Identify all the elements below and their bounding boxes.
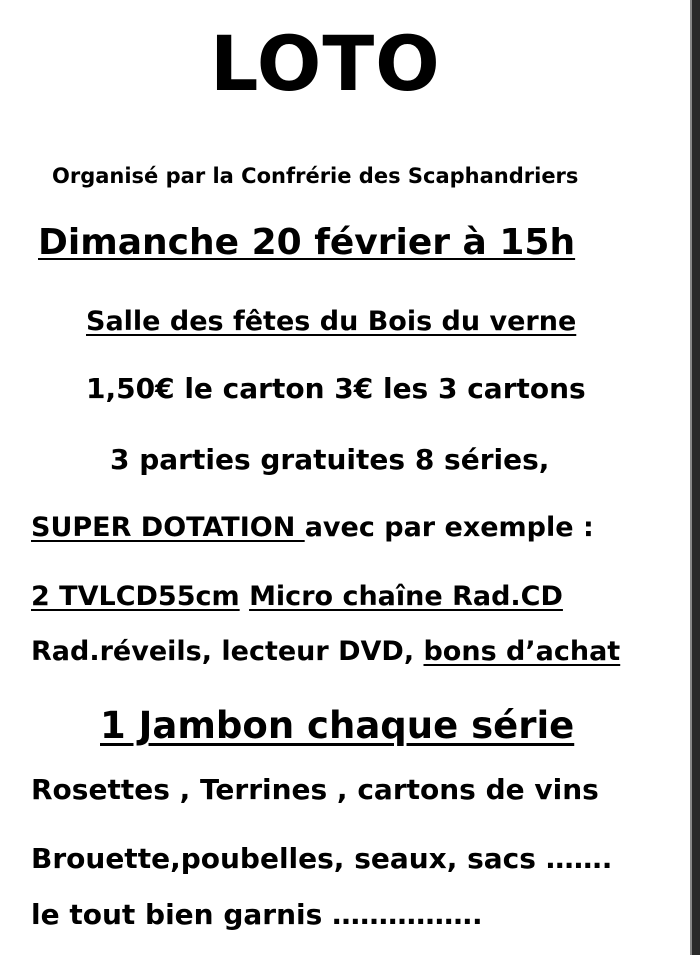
extras-2: Brouette,poubelles, seaux, sacs ……. (31, 842, 613, 875)
dotation-label: SUPER DOTATION (31, 512, 305, 543)
venue: Salle des fêtes du Bois du verne (86, 306, 577, 337)
extras-1: Rosettes , Terrines , cartons de vins (31, 773, 599, 806)
event-date: Dimanche 20 février à 15h (38, 222, 576, 263)
dotation-line (31, 514, 594, 541)
prizes-line-2 (31, 638, 620, 665)
organizer: Organisé par la Confrérie des Scaphandriers (52, 164, 579, 188)
games: 3 parties gratuites 8 séries, (110, 443, 550, 476)
prize-bons-achat: bons d’achat (423, 636, 621, 667)
prize-tv: 2 TVLCD55cm (31, 581, 240, 612)
page-edge (690, 0, 700, 955)
prizes-line-1 (31, 583, 563, 610)
ham-prize: 1 Jambon chaque série (100, 704, 575, 747)
title: LOTO (210, 19, 441, 108)
dotation-text: avec par exemple : (304, 512, 594, 543)
prices: 1,50€ le carton 3€ les 3 cartons (86, 372, 586, 405)
prize-reveils-dvd: Rad.réveils, lecteur DVD, (31, 636, 424, 667)
extras-3: le tout bien garnis ……………. (31, 898, 483, 931)
prize-microchaine: Micro chaîne Rad.CD (249, 581, 563, 612)
